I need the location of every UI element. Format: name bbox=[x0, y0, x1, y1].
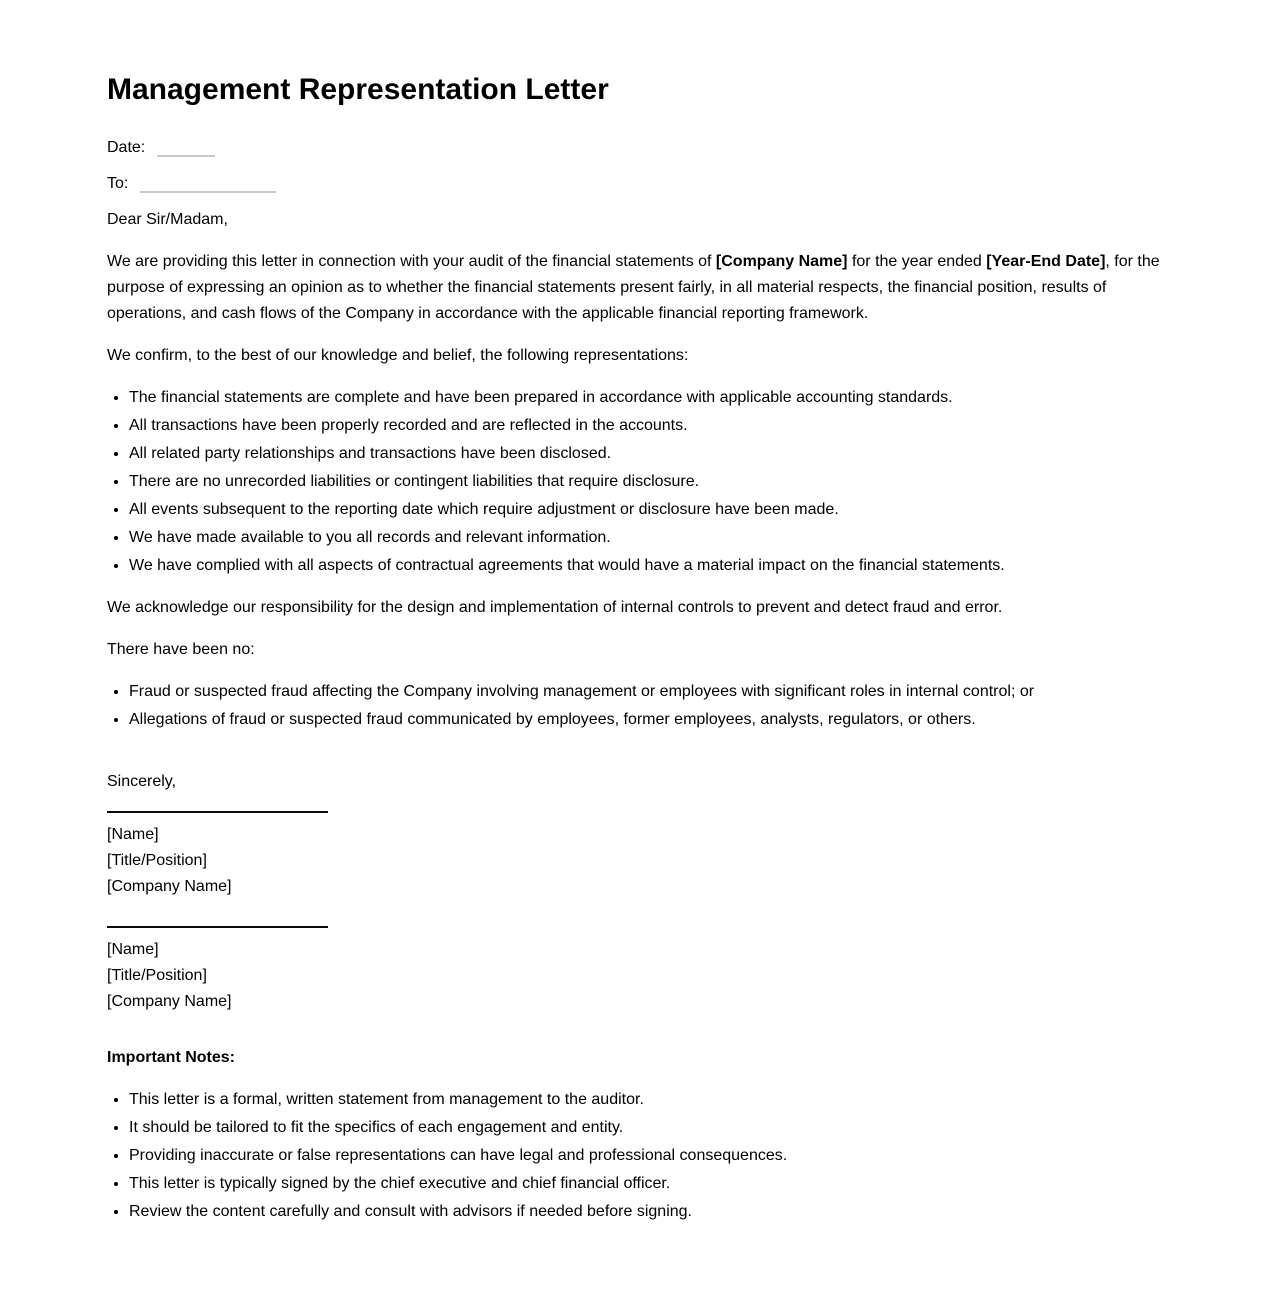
salutation: Dear Sir/Madam, bbox=[107, 211, 228, 228]
intro-text-2: for the year ended bbox=[847, 253, 987, 270]
list-item: • This letter is a formal, written statement from management to the auditor. bbox=[129, 1087, 1171, 1113]
signature-details bbox=[107, 822, 1171, 900]
to-blank-line bbox=[140, 177, 276, 193]
signature-title: [Title/Position] bbox=[107, 967, 207, 984]
signature-name: [Name] bbox=[107, 826, 159, 843]
signature-company: [Company Name] bbox=[107, 878, 232, 895]
list-item: • All events subsequent to the reporting date which require adjustment or disclosure have been made. bbox=[129, 497, 1171, 523]
list-item: • All related party relationships and transactions have been disclosed. bbox=[129, 441, 1171, 467]
date-label: Date: bbox=[107, 139, 146, 156]
no-fraud-lead: There have been no: bbox=[107, 641, 255, 658]
list-item: • Fraud or suspected fraud affecting the Company involving management or employees with significant roles in internal control; or bbox=[129, 679, 1171, 705]
list-item: • We have made available to you all records and relevant information. bbox=[129, 525, 1171, 551]
intro-text-3: , for the purpose of expressing an opinion as to whether the financial statements present fairly, in all material respects, the financial position, results of operations, and cash flows of the Company in accordance with the applicable financial reporting framework. bbox=[107, 253, 1160, 322]
signature-company: [Company Name] bbox=[107, 993, 232, 1010]
intro-paragraph bbox=[107, 249, 1171, 327]
to-field-row bbox=[107, 171, 1171, 197]
list-item: • The financial statements are complete and have been prepared in accordance with applicable accounting standards. bbox=[129, 385, 1171, 411]
notes-list bbox=[107, 1087, 1171, 1225]
list-item: • Allegations of fraud or suspected fraud communicated by employees, former employees, analysts, regulators, or others. bbox=[129, 707, 1171, 733]
internal-controls-paragraph: We acknowledge our responsibility for the design and implementation of internal controls to prevent and detect fraud and error. bbox=[107, 599, 1003, 616]
list-item: • Review the content carefully and consult with advisors if needed before signing. bbox=[129, 1199, 1171, 1225]
list-item: • It should be tailored to fit the specifics of each engagement and entity. bbox=[129, 1115, 1171, 1141]
list-item: • All transactions have been properly recorded and are reflected in the accounts. bbox=[129, 413, 1171, 439]
date-blank-line bbox=[157, 141, 215, 157]
date-field-row bbox=[107, 135, 1171, 161]
page-title: Management Representation Letter bbox=[107, 73, 609, 106]
signature-block-2 bbox=[107, 926, 1171, 1015]
to-label: To: bbox=[107, 175, 129, 192]
list-item: • Providing inaccurate or false representations can have legal and professional consequences. bbox=[129, 1143, 1171, 1169]
signature-line bbox=[107, 926, 328, 928]
list-item: • This letter is typically signed by the chief executive and chief financial officer. bbox=[129, 1171, 1171, 1197]
list-item: • We have complied with all aspects of contractual agreements that would have a material impact on the financial statements. bbox=[129, 553, 1171, 579]
signature-line bbox=[107, 811, 328, 813]
company-name-placeholder: [Company Name] bbox=[715, 253, 848, 270]
closing: Sincerely, bbox=[107, 773, 177, 790]
signature-block-1 bbox=[107, 811, 1171, 900]
signature-details bbox=[107, 937, 1171, 1015]
signature-title: [Title/Position] bbox=[107, 852, 207, 869]
intro-text-1: We are providing this letter in connection with your audit of the financial statements of bbox=[107, 253, 716, 270]
fraud-list bbox=[107, 679, 1171, 733]
representations-list bbox=[107, 385, 1171, 579]
notes-heading: Important Notes: bbox=[107, 1049, 235, 1066]
year-end-placeholder: [Year-End Date] bbox=[986, 253, 1106, 270]
signature-name: [Name] bbox=[107, 941, 159, 958]
list-item: • There are no unrecorded liabilities or contingent liabilities that require disclosure. bbox=[129, 469, 1171, 495]
confirm-lead: We confirm, to the best of our knowledge and belief, the following representations: bbox=[107, 347, 689, 364]
